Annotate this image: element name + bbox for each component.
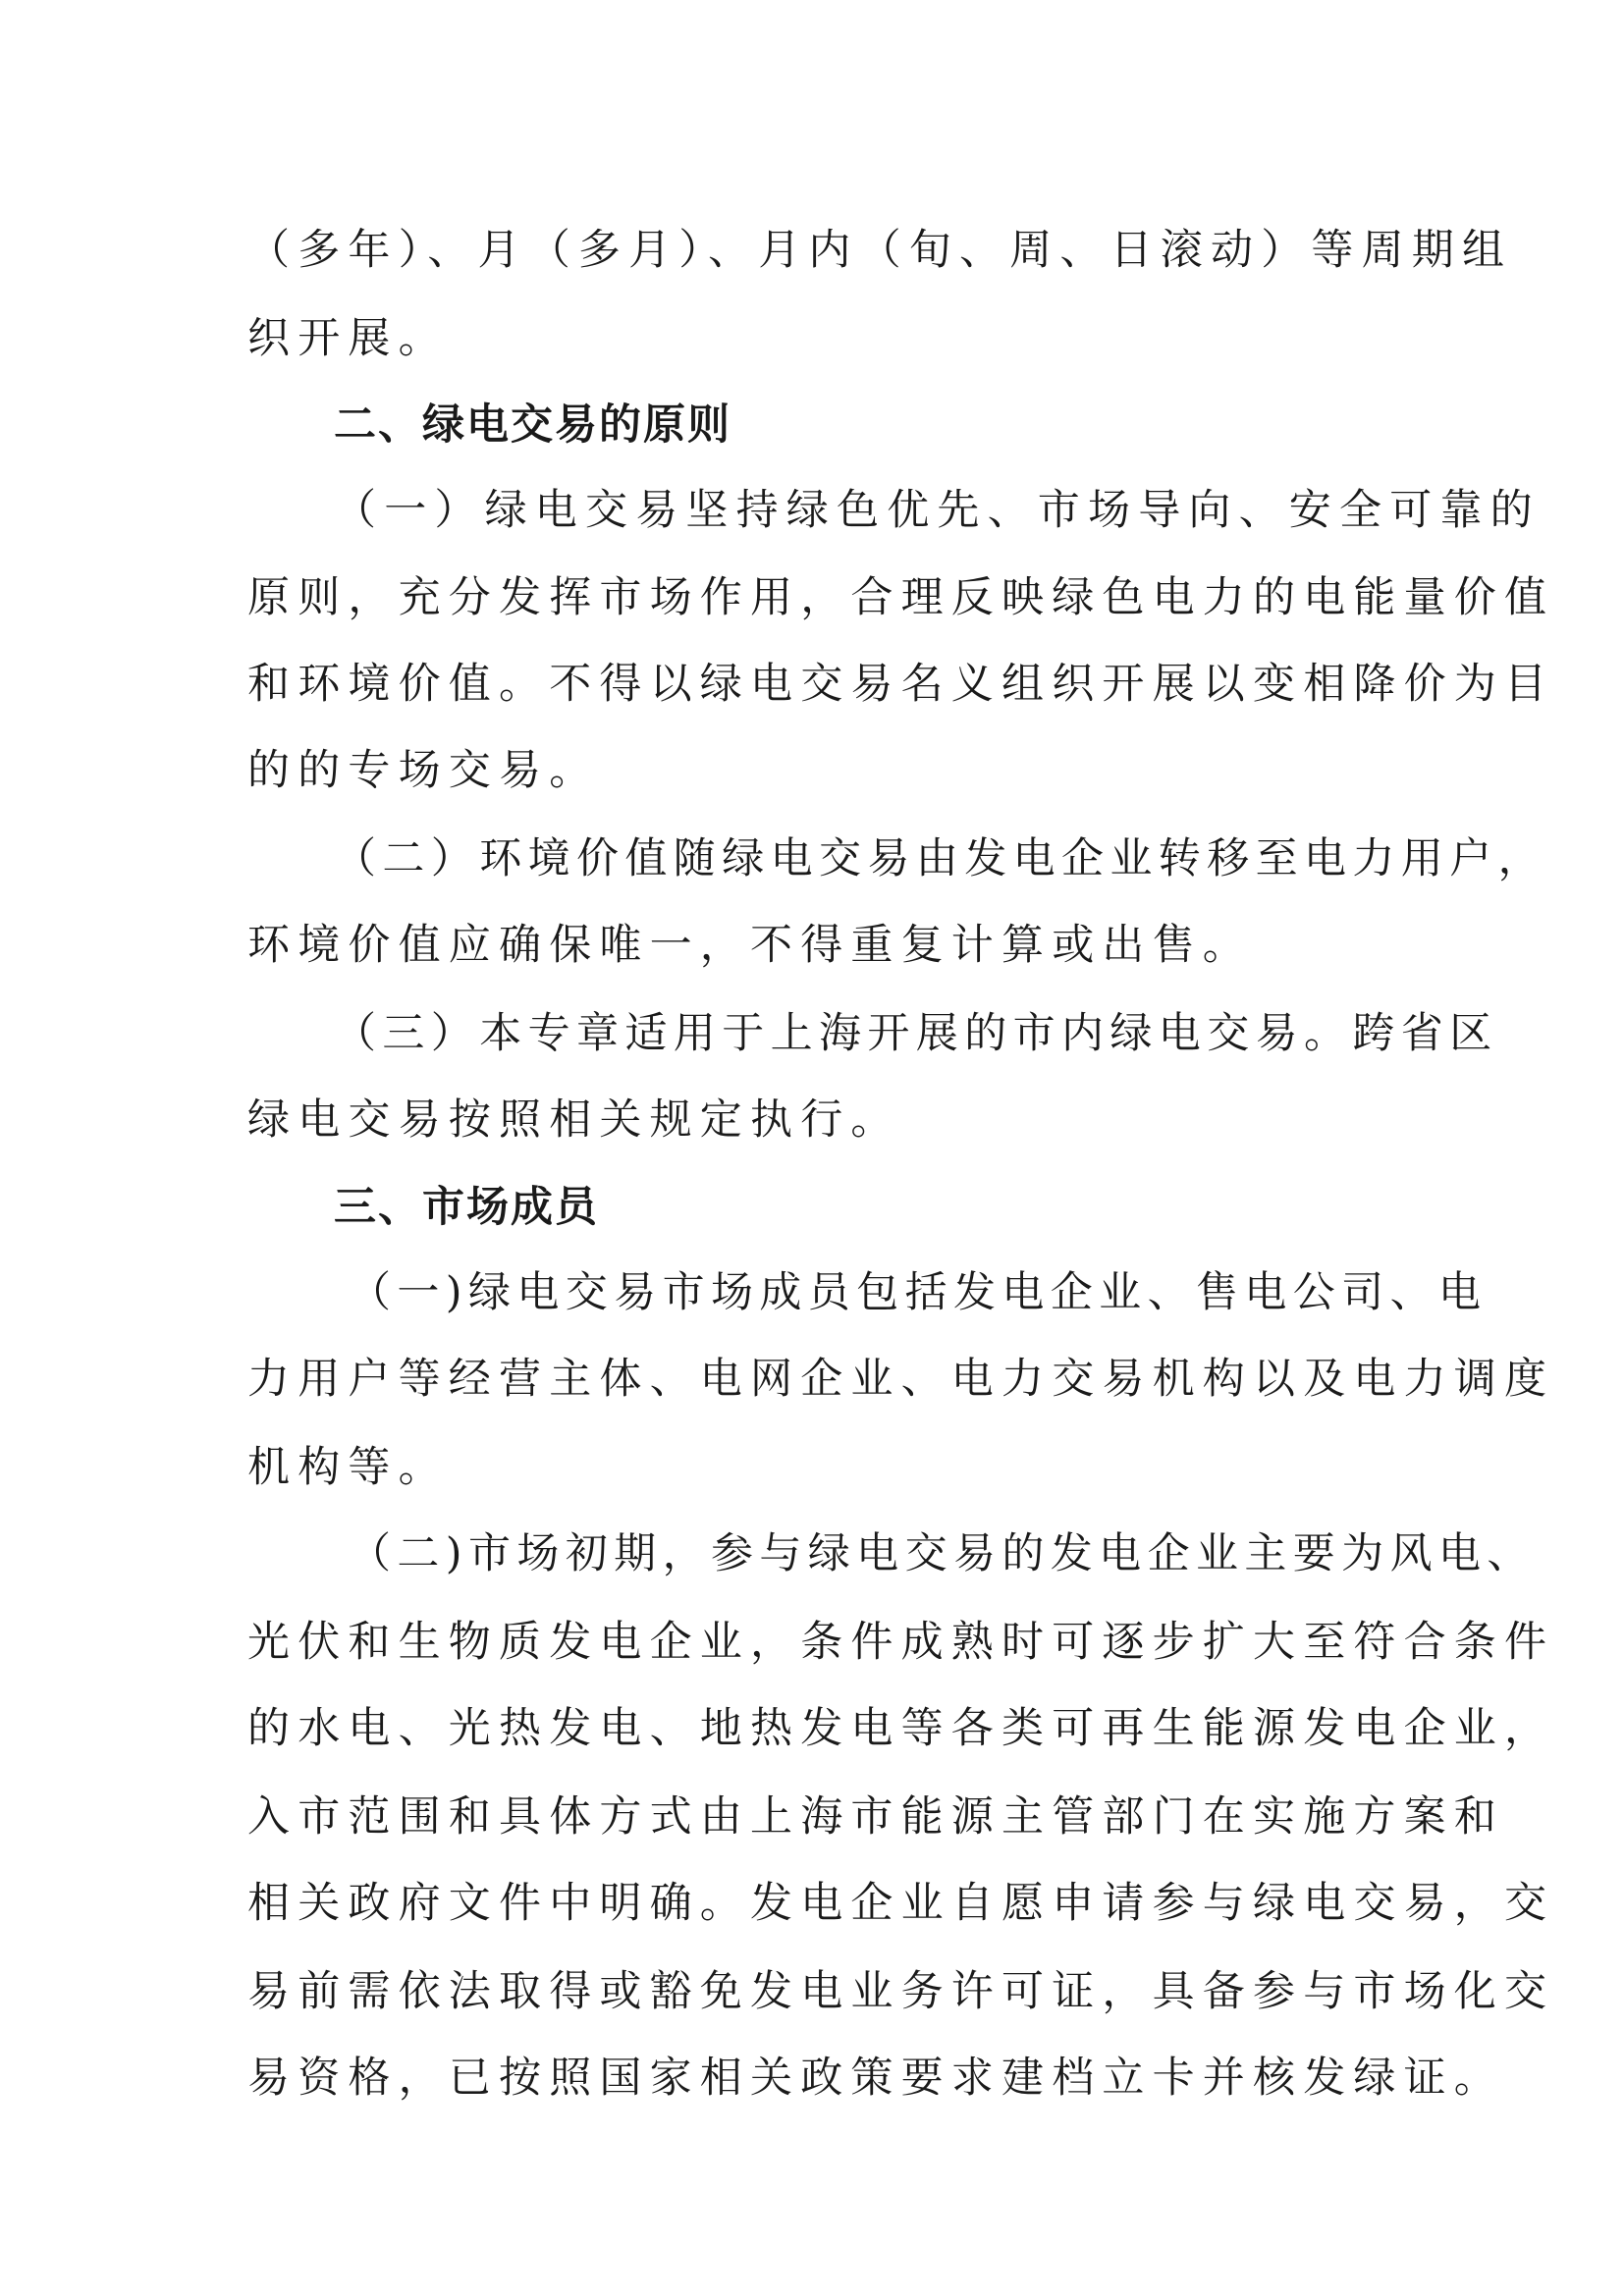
text-line: 易资格，已按照国家相关政策要求建档立卡并核发绿证。: [247, 2054, 1504, 2103]
text-line: （三）本专章适用于上海开展的市内绿电交易。跨省区: [334, 1009, 1498, 1058]
text-line: （多年）、月（多月）、月内（旬、周、日滚动）等周期组: [247, 226, 1513, 275]
text-line: 和环境价值。不得以绿电交易名义组织开展以变相降价为目: [247, 660, 1555, 709]
text-line: 力用户等经营主体、电网企业、电力交易机构以及电力调度: [247, 1355, 1555, 1404]
text-line: 光伏和生物质发电企业，条件成熟时可逐步扩大至符合条件: [247, 1618, 1555, 1667]
section-heading: 三、市场成员: [334, 1183, 599, 1232]
text-line: 的的专场交易。: [247, 746, 600, 795]
text-line: 相关政府文件中明确。发电企业自愿申请参与绿电交易，交: [247, 1879, 1555, 1928]
text-line: （二）环境价值随绿电交易由发电企业转移至电力用户，: [334, 834, 1546, 883]
section-heading: 二、绿电交易的原则: [334, 400, 731, 450]
text-line: 机构等。: [247, 1443, 449, 1492]
text-line: （一）绿电交易坚持绿色优先、市场导向、安全可靠的: [334, 486, 1541, 535]
text-line: （二)市场初期，参与绿电交易的发电企业主要为风电、: [349, 1529, 1536, 1578]
text-line: 绿电交易按照相关规定执行。: [247, 1095, 901, 1145]
text-line: 原则，充分发挥市场作用，合理反映绿色电力的电能量价值: [247, 573, 1555, 622]
text-line: 入市范围和具体方式由上海市能源主管部门在实施方案和: [247, 1792, 1504, 1842]
text-line: （一)绿电交易市场成员包括发电企业、售电公司、电: [349, 1268, 1488, 1317]
text-line: 的水电、光热发电、地热发电等各类可再生能源发电企业，: [247, 1704, 1555, 1753]
text-line: 环境价值应确保唯一，不得重复计算或出售。: [247, 921, 1253, 970]
text-line: 织开展。: [247, 314, 449, 363]
text-line: 易前需依法取得或豁免发电业务许可证，具备参与市场化交: [247, 1967, 1555, 2016]
